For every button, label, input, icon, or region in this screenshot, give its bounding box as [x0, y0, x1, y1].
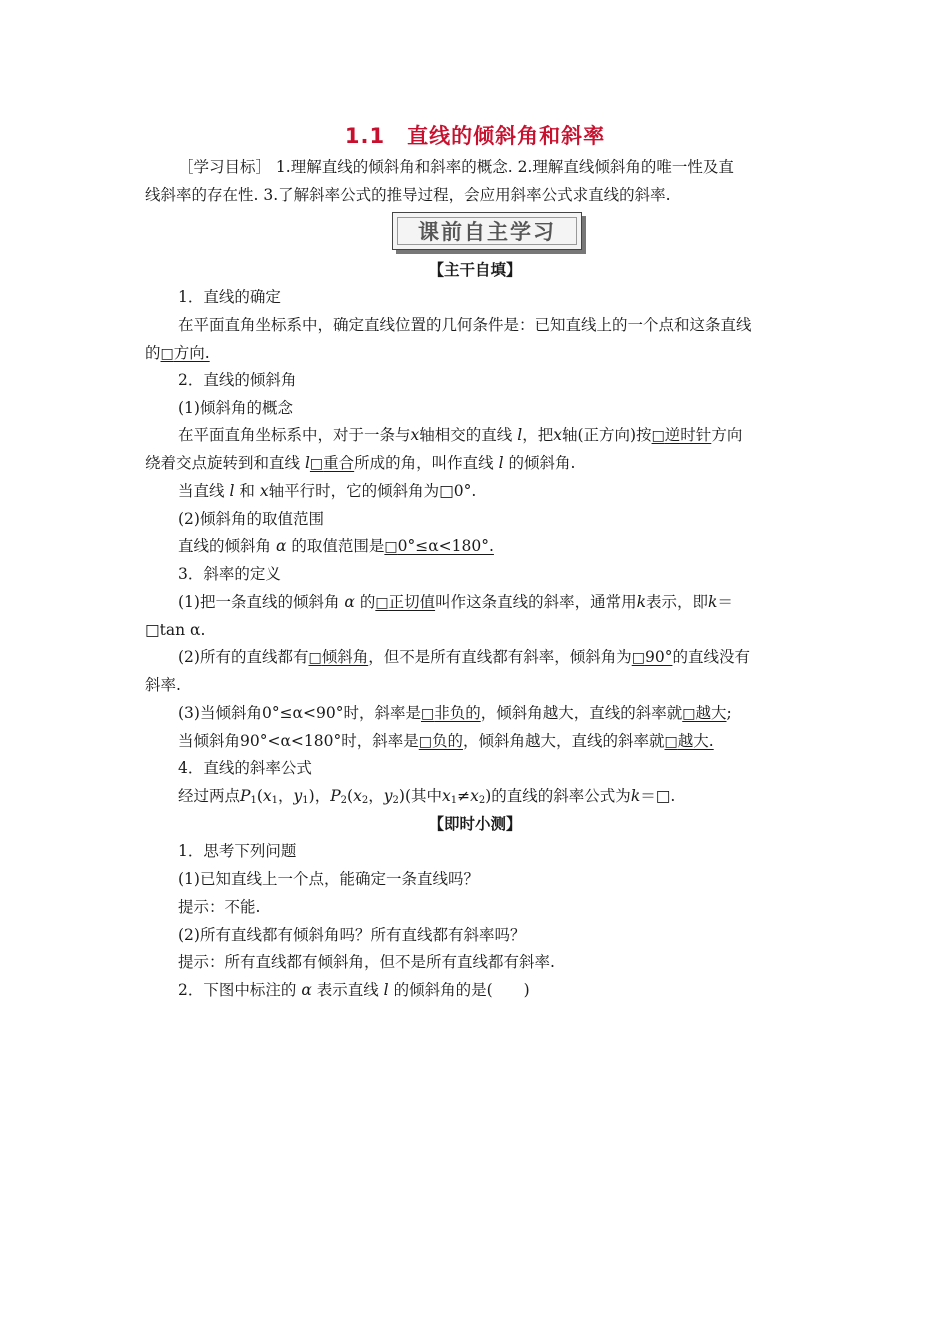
text: 轴相交的直线 — [419, 426, 513, 444]
text: 方向 — [711, 426, 743, 444]
text: 和 — [239, 482, 255, 500]
text: 的倾斜角. — [508, 454, 576, 472]
text: ＝□. — [640, 787, 676, 805]
text: ，倾斜角越大，直线的斜率就 — [480, 704, 683, 722]
objectives-line-2: 线斜率的存在性. 3.了解斜率公式的推导过程，会应用斜率公式求直线的斜率. — [145, 186, 671, 204]
paragraph-2d — [178, 535, 494, 558]
paragraph-3c — [178, 646, 750, 669]
question-1-1: (1)已知直线上一个点，能确定一条直线吗？ — [178, 870, 479, 888]
var: k — [630, 787, 641, 805]
text: ， — [368, 787, 384, 805]
var: k — [708, 593, 718, 611]
subscript: 2 — [340, 795, 348, 806]
question-1: 1．思考下列问题 — [178, 842, 297, 860]
answer-box: □ — [308, 650, 322, 666]
answer-text: 方向. — [173, 344, 210, 362]
heading-1: 1．直线的确定 — [178, 288, 281, 306]
text: 在平面直角坐标系中，对于一条与 — [178, 426, 411, 444]
var: l — [383, 981, 389, 999]
text: )， — [308, 787, 331, 805]
answer-text: 越大 — [695, 704, 727, 722]
answer-box: □ — [664, 734, 678, 750]
text: ，把 — [522, 426, 554, 444]
section-number: 1.1 — [344, 124, 386, 148]
text: (2)所有的直线都有 — [178, 648, 309, 666]
paragraph-2c — [178, 480, 476, 502]
hint-2: 提示：所有直线都有倾斜角，但不是所有直线都有斜率. — [178, 953, 555, 971]
answer-box: □ — [384, 539, 398, 555]
var: l — [517, 426, 523, 444]
section-banner — [392, 212, 582, 250]
text: 轴平行时，它的倾斜角为□0°. — [268, 482, 477, 500]
text: 的 — [359, 593, 376, 611]
section-heading-2: 【即时小测】 — [428, 814, 522, 833]
answer — [665, 732, 714, 750]
text: 当直线 — [178, 482, 225, 500]
answer-text: 重合 — [323, 454, 355, 472]
var: x — [353, 787, 362, 805]
section-heading-1: 【主干自填】 — [428, 260, 522, 279]
text: 2．下图中标注的 — [178, 981, 297, 999]
paragraph-3f — [178, 730, 714, 753]
var: P — [330, 787, 341, 805]
text: 的取值范围是 — [291, 537, 385, 555]
hint-1: 提示：不能. — [178, 898, 261, 916]
paragraph-3e — [178, 702, 732, 725]
paragraph-2b — [145, 452, 575, 475]
text: ; — [726, 704, 732, 722]
text: ，倾斜角越大，直线的斜率就 — [463, 732, 665, 750]
text: 轴(正方向)按 — [561, 426, 652, 444]
answer — [419, 732, 463, 750]
heading-2-2: (2)倾斜角的取值范围 — [178, 510, 324, 528]
text: ，但不是所有直线都有斜率，倾斜角为 — [368, 648, 632, 666]
objectives-line-1: ［学习目标］ 1.理解直线的倾斜角和斜率的概念. 2.理解直线倾斜角的唯一性及直 — [178, 158, 734, 176]
heading-2-1: (1)倾斜角的概念 — [178, 399, 293, 417]
title-text: 直线的倾斜角和斜率 — [407, 124, 606, 148]
paragraph-3a — [178, 591, 733, 614]
answer-text: 倾斜角 — [321, 648, 369, 666]
answer — [384, 537, 494, 555]
subscript: 1 — [302, 795, 309, 806]
var: α — [301, 981, 312, 999]
text: 直线的倾斜角 — [178, 537, 272, 555]
answer-box: □ — [375, 595, 389, 611]
text: (1)把一条直线的倾斜角 — [178, 593, 340, 611]
var: x — [470, 787, 479, 805]
var: x — [553, 426, 562, 444]
answer — [682, 704, 726, 722]
answer — [421, 704, 481, 722]
text: 绕着交点旋转到和直线 — [145, 454, 301, 472]
heading-3: 3．斜率的定义 — [178, 565, 281, 583]
text: (3)当倾斜角0°≤α<90°时，斜率是 — [178, 704, 421, 722]
var: k — [636, 593, 646, 611]
answer-text: 0°≤α<180°. — [397, 537, 494, 555]
text: )的直线的斜率公式为 — [485, 787, 631, 805]
text: 当倾斜角90°<α<180°时，斜率是 — [178, 732, 419, 750]
answer — [308, 648, 368, 666]
answer — [310, 454, 354, 472]
var: y — [293, 787, 303, 805]
answer-box: □ — [682, 706, 696, 722]
subscript: 2 — [361, 795, 369, 806]
heading-4: 4．直线的斜率公式 — [178, 759, 312, 777]
answer-text: 正切值 — [388, 593, 436, 611]
subscript: 2 — [392, 795, 399, 806]
subscript: 1 — [450, 795, 458, 806]
answer — [632, 648, 673, 666]
answer — [375, 593, 435, 611]
text: 所成的角，叫作直线 — [354, 454, 494, 472]
answer-text: 非负的 — [434, 704, 481, 722]
question-1-2: (2)所有直线都有倾斜角吗？所有直线都有斜率吗？ — [178, 926, 526, 944]
answer-box: □ — [631, 650, 645, 666]
paragraph-3d: 斜率. — [145, 676, 181, 694]
var: l — [304, 454, 310, 472]
answer-box: □ — [420, 706, 435, 722]
var: P — [240, 787, 251, 805]
var: l — [229, 482, 235, 500]
var: α — [275, 537, 287, 555]
answer-box: □ — [160, 346, 174, 362]
paragraph-3b: □tan α. — [145, 621, 206, 639]
var: x — [410, 426, 420, 444]
text: ＝ — [717, 593, 733, 611]
subscript: 2 — [478, 795, 486, 806]
answer-text: 90° — [644, 648, 673, 666]
subscript: 1 — [271, 795, 279, 806]
heading-2: 2．直线的倾斜角 — [178, 371, 297, 389]
page-title — [0, 120, 950, 150]
banner-text: 课前自主学习 — [397, 217, 577, 245]
text: 的倾斜角的是( ) — [393, 981, 530, 999]
answer-box: □ — [418, 734, 432, 750]
text: 经过两点 — [178, 787, 241, 805]
answer-text: 负的 — [432, 732, 464, 750]
text: 表示直线 — [316, 981, 379, 999]
answer-box: □ — [651, 428, 665, 444]
var: x — [259, 482, 269, 500]
paragraph-4 — [178, 785, 675, 807]
subscript: 1 — [250, 795, 257, 806]
answer-box: □ — [309, 456, 324, 472]
var: x — [442, 787, 451, 805]
text: ， — [278, 787, 294, 805]
text: )(其中 — [398, 787, 442, 805]
text: 的直线没有 — [672, 648, 750, 666]
var: l — [498, 454, 504, 472]
text: 的 — [145, 344, 161, 362]
text: ≠ — [457, 787, 471, 805]
paragraph-2a — [178, 424, 742, 447]
answer-text: 逆时针 — [664, 426, 712, 444]
var: α — [344, 593, 355, 611]
answer-text: 越大. — [677, 732, 714, 750]
var: y — [383, 787, 393, 805]
paragraph-1a: 在平面直角坐标系中，确定直线位置的几何条件是：已知直线上的一个点和这条直线 — [178, 316, 752, 334]
text: 叫作这条直线的斜率，通常用 — [435, 593, 637, 611]
answer — [161, 344, 210, 362]
text: 表示，即 — [646, 593, 709, 611]
var: x — [262, 787, 272, 805]
paragraph-1b — [145, 342, 210, 365]
text: ( — [256, 787, 263, 805]
answer — [652, 426, 712, 444]
question-2 — [178, 979, 530, 1001]
text: ( — [347, 787, 354, 805]
